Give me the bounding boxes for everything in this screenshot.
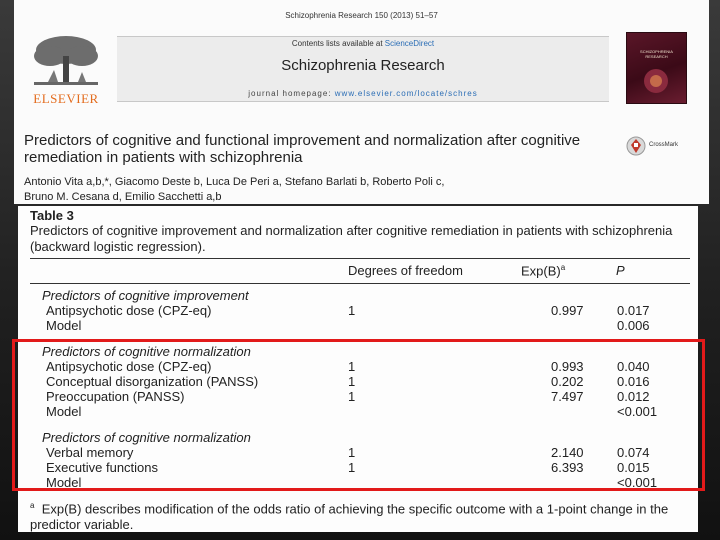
- row-p: 0.015: [617, 460, 650, 475]
- elsevier-tree-icon: [28, 34, 104, 90]
- section-title: Predictors of cognitive normalization: [42, 344, 251, 359]
- row-p: 0.017: [617, 303, 650, 318]
- table-row: [18, 303, 698, 318]
- row-exp: 6.393: [551, 460, 584, 475]
- row-label: Model: [46, 404, 82, 419]
- section-heading: [18, 288, 698, 303]
- authors-line: Antonio Vita a,b,*, Giacomo Deste b, Luca De Peri a, Stefano Barlati b, Roberto Poli c,: [24, 176, 445, 188]
- contents-line: [117, 39, 609, 48]
- row-p: 0.074: [617, 445, 650, 460]
- row-exp: 2.140: [551, 445, 584, 460]
- contents-prefix: Contents lists available at: [291, 39, 385, 48]
- table-label: Table 3: [30, 208, 74, 223]
- article-title: Predictors of cognitive and functional improvement and normalization after cognitive remediation in patients with schizophrenia: [24, 132, 581, 166]
- row-df: 1: [348, 374, 356, 389]
- section-heading: [18, 344, 698, 359]
- article-header: [14, 0, 709, 204]
- section-title: Predictors of cognitive improvement: [42, 288, 249, 303]
- row-p: <0.001: [617, 475, 658, 490]
- row-label: Verbal memory: [46, 445, 134, 460]
- homepage-prefix: journal homepage:: [248, 89, 335, 98]
- authors-line: Bruno M. Cesana d, Emilio Sacchetti a,b: [24, 191, 222, 203]
- table-row: [18, 318, 698, 333]
- header-exp-footnote-mark: a: [560, 263, 566, 272]
- footnote-text: Exp(B) describes modification of the odds ratio of achieving the specific outcome with a 1-point change in the predictor variable.: [30, 501, 669, 533]
- footnote-mark: a: [30, 501, 35, 510]
- publisher-name: ELSEVIER: [33, 91, 99, 106]
- row-p: <0.001: [617, 404, 658, 419]
- row-label: Antipsychotic dose (CPZ-eq): [46, 359, 212, 374]
- header-p-value: P: [616, 263, 625, 278]
- row-df: 1: [348, 389, 356, 404]
- table-rule-header: [30, 283, 690, 284]
- journal-citation: Schizophrenia Research 150 (2013) 51–57: [285, 11, 438, 20]
- journal-name: Schizophrenia Research: [281, 57, 445, 74]
- sciencedirect-link[interactable]: ScienceDirect: [384, 39, 435, 48]
- table-rule-bottom: [30, 490, 690, 491]
- row-exp: 0.997: [551, 303, 584, 318]
- row-label: Preoccupation (PANSS): [46, 389, 185, 404]
- table-row: [18, 359, 698, 374]
- header-degrees-of-freedom: Degrees of freedom: [348, 263, 463, 278]
- row-label: Executive functions: [46, 460, 159, 475]
- row-label: Antipsychotic dose (CPZ-eq): [46, 303, 212, 318]
- row-df: 1: [348, 303, 356, 318]
- row-label: Model: [46, 318, 82, 333]
- crossmark-icon: [626, 136, 646, 156]
- row-df: 1: [348, 359, 356, 374]
- row-p: 0.016: [617, 374, 650, 389]
- row-exp: 0.993: [551, 359, 584, 374]
- homepage-line: [117, 89, 609, 98]
- table-row: [18, 445, 698, 460]
- homepage-link[interactable]: www.elsevier.com/locate/schres: [334, 89, 478, 98]
- section-title: Predictors of cognitive normalization: [42, 430, 251, 445]
- journal-banner: [117, 36, 609, 102]
- header-exp-text: Exp(B): [521, 263, 561, 279]
- table-row: [18, 404, 698, 419]
- cover-title: SCHIZOPHRENIA RESEARCH: [640, 49, 673, 59]
- row-p: 0.012: [617, 389, 650, 404]
- table-row: [18, 460, 698, 475]
- row-p: 0.006: [617, 318, 650, 333]
- cover-art-icon: [635, 65, 677, 97]
- row-p: 0.040: [617, 359, 650, 374]
- table-panel: [18, 206, 698, 532]
- table-row: [18, 374, 698, 389]
- table-rule-top: [30, 258, 690, 259]
- author-list: [24, 175, 584, 205]
- table-footnote: [30, 498, 690, 533]
- table-row: [18, 475, 698, 490]
- crossmark-badge[interactable]: [626, 136, 706, 158]
- table-row: [18, 389, 698, 404]
- row-exp: 0.202: [551, 374, 584, 389]
- publisher-logo: [22, 34, 110, 104]
- row-label: Conceptual disorganization (PANSS): [46, 374, 259, 389]
- table-caption: Predictors of cognitive improvement and normalization after cognitive remediation in patients with schizophrenia (backward logistic regression).: [30, 223, 673, 254]
- header-exp-b: [521, 263, 565, 278]
- row-label: Model: [46, 475, 82, 490]
- crossmark-label: CrossMark: [649, 142, 679, 148]
- journal-cover-image: [626, 32, 687, 104]
- row-exp: 7.497: [551, 389, 584, 404]
- row-df: 1: [348, 460, 356, 475]
- section-heading: [18, 430, 698, 445]
- row-df: 1: [348, 445, 356, 460]
